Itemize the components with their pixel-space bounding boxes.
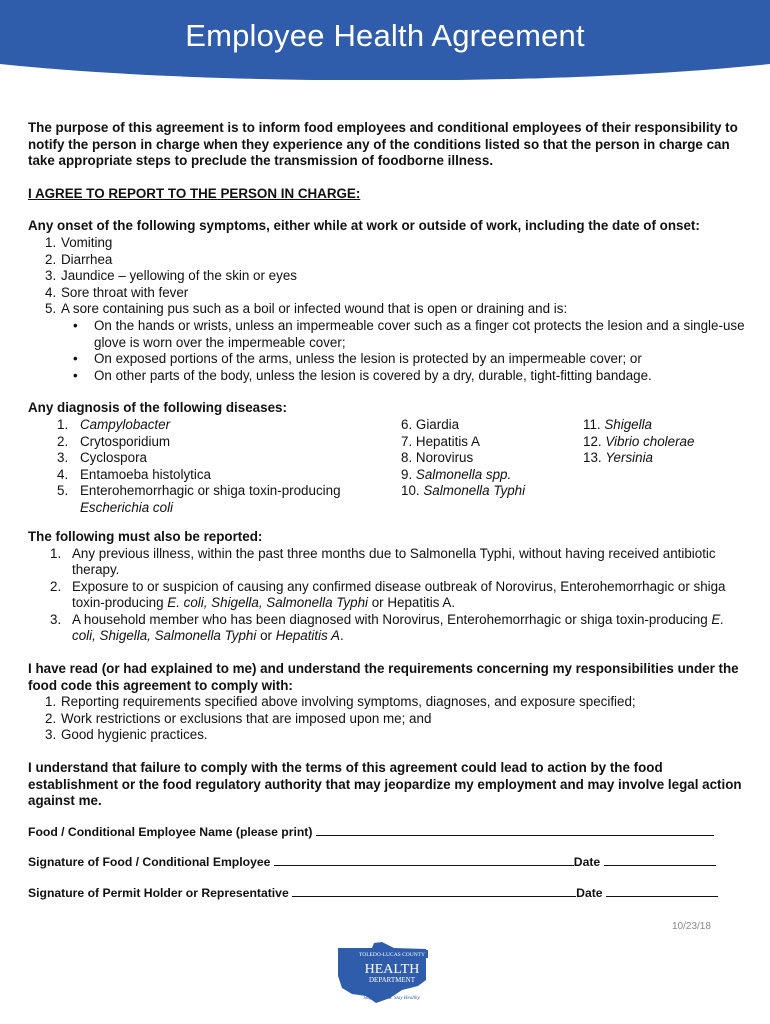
symptoms-heading: Any onset of the following symptoms, either while at work or outside of work, including the date of onset: xyxy=(28,218,700,234)
logo-icon xyxy=(332,940,432,1006)
employee-name-label: Food / Conditional Employee Name (please print) xyxy=(28,824,313,839)
svg-text:Stay Informed. Stay Healthy.: Stay Informed. Stay Healthy. xyxy=(363,996,421,1001)
understand-heading: I have read (or had explained to me) and understand the requirements concerning my responsibilities under the food code this agreement to comply with: xyxy=(28,661,739,693)
page-title: Employee Health Agreement xyxy=(185,18,585,53)
employee-signature-row xyxy=(28,853,748,871)
list-item: 2. Work restrictions or exclusions that are imposed upon me; and xyxy=(45,710,432,726)
disease-item: 1. Campylobacter xyxy=(57,416,171,432)
list-item: 3. Good hygienic practices. xyxy=(45,727,208,743)
list-item: 5. A sore containing pus such as a boil or infected wound that is open or draining and is: xyxy=(45,301,568,317)
date-label: Date xyxy=(576,886,603,900)
document-body xyxy=(28,120,748,902)
understand-list xyxy=(28,694,748,744)
list-item: 1. Vomiting xyxy=(45,234,113,250)
bullet-item: • On the hands or wrists, unless an impermeable cover such as a finger cot protects the lesion and a single-use glove is worn over the impermeable cover; xyxy=(28,318,748,351)
agree-heading: I AGREE TO REPORT TO THE PERSON IN CHARGE: xyxy=(28,185,361,201)
date-label: Date xyxy=(573,855,601,870)
employee-name-row xyxy=(28,823,748,841)
diseases-column-3 xyxy=(583,417,694,467)
purpose-text: The purpose of this agreement is to inform food employees and conditional employees of their responsibility to notify the person in charge when they experience any of the conditions listed so that the person in charge can take appropriate steps to preclude the transmission of foodborne illness. xyxy=(28,120,738,169)
disease-item: 8. Norovirus xyxy=(401,450,474,466)
disease-item-continuation: Escherichia coli xyxy=(80,499,174,515)
disease-item: 2. Crytosporidium xyxy=(57,433,171,449)
employee-signature-label: Signature of Food / Conditional Employee xyxy=(28,855,271,870)
disease-item: 10. Salmonella Typhi xyxy=(401,483,526,499)
disease-item: 5. Enterohemorrhagic or shiga toxin-producing xyxy=(57,483,341,499)
bullet-item: • On other parts of the body, unless the lesion is covered by a dry, durable, tight-fitting bandage. xyxy=(28,368,748,385)
disease-item: 11. Shigella xyxy=(583,416,653,432)
also-reported-heading: The following must also be reported: xyxy=(28,528,263,544)
list-item: 3. Jaundice – yellowing of the skin or eyes xyxy=(45,268,297,284)
svg-text:DEPARTMENT: DEPARTMENT xyxy=(369,976,415,984)
disease-item: 3. Cyclospora xyxy=(57,450,147,466)
list-item: 2. Exposure to or suspicion of causing any confirmed disease outbreak of Norovirus, Enterohemorrhagic or shiga toxin-producing E. coli, Shigella, Salmonella Typhi or Hepatitis A. xyxy=(50,578,726,611)
disease-item: 7. Hepatitis A xyxy=(401,433,480,449)
symptoms-list xyxy=(28,235,748,318)
disease-item: 6. Giardia xyxy=(401,416,460,432)
diseases-column-2 xyxy=(401,417,525,500)
list-item: 2. Diarrhea xyxy=(45,251,113,267)
also-reported-list xyxy=(28,546,748,646)
disease-item: 12. Vibrio cholerae xyxy=(583,433,695,449)
diseases-column-1 xyxy=(28,417,388,517)
permit-date-field[interactable] xyxy=(606,884,718,897)
list-item: 1. Reporting requirements specified above involving symptoms, diagnoses, and exposure specified; xyxy=(45,694,636,710)
svg-text:TOLEDO-LUCAS COUNTY: TOLEDO-LUCAS COUNTY xyxy=(358,952,426,958)
diseases-heading: Any diagnosis of the following diseases: xyxy=(28,400,287,416)
bullet-item: • On exposed portions of the arms, unless the lesion is protected by an impermeable cover; or xyxy=(28,351,748,368)
disease-item: 13. Yersinia xyxy=(583,450,653,466)
health-department-logo xyxy=(332,940,432,1006)
list-item: 4. Sore throat with fever xyxy=(45,284,189,300)
revision-date: 10/23/18 xyxy=(672,921,711,932)
failure-statement: I understand that failure to comply with the terms of this agreement could lead to action by the food establishment or the food regulatory authority that may jeopardize my employment and may involve legal action against me. xyxy=(28,760,742,809)
permit-signature-label: Signature of Permit Holder or Representative xyxy=(28,886,289,900)
diseases-grid xyxy=(28,417,748,513)
permit-signature-field[interactable] xyxy=(292,884,576,897)
header-banner xyxy=(0,0,770,80)
disease-item: 4. Entamoeba histolytica xyxy=(57,466,212,482)
permit-signature-row xyxy=(28,884,748,902)
disease-item: 9. Salmonella spp. xyxy=(401,466,512,482)
svg-text:HEALTH: HEALTH xyxy=(364,962,420,977)
employee-name-field[interactable] xyxy=(316,823,714,836)
employee-signature-field[interactable] xyxy=(274,853,574,866)
lesion-bullets xyxy=(28,318,748,384)
employee-date-field[interactable] xyxy=(604,853,716,866)
list-item: 3. A household member who has been diagnosed with Norovirus, Enterohemorrhagic or shiga toxin-producing E. coli, Shigella, Salmonella Typhi or Hepatitis A. xyxy=(50,611,725,644)
list-item: 1. Any previous illness, within the past three months due to Salmonella Typhi, without having received antibiotic therapy. xyxy=(50,545,716,578)
